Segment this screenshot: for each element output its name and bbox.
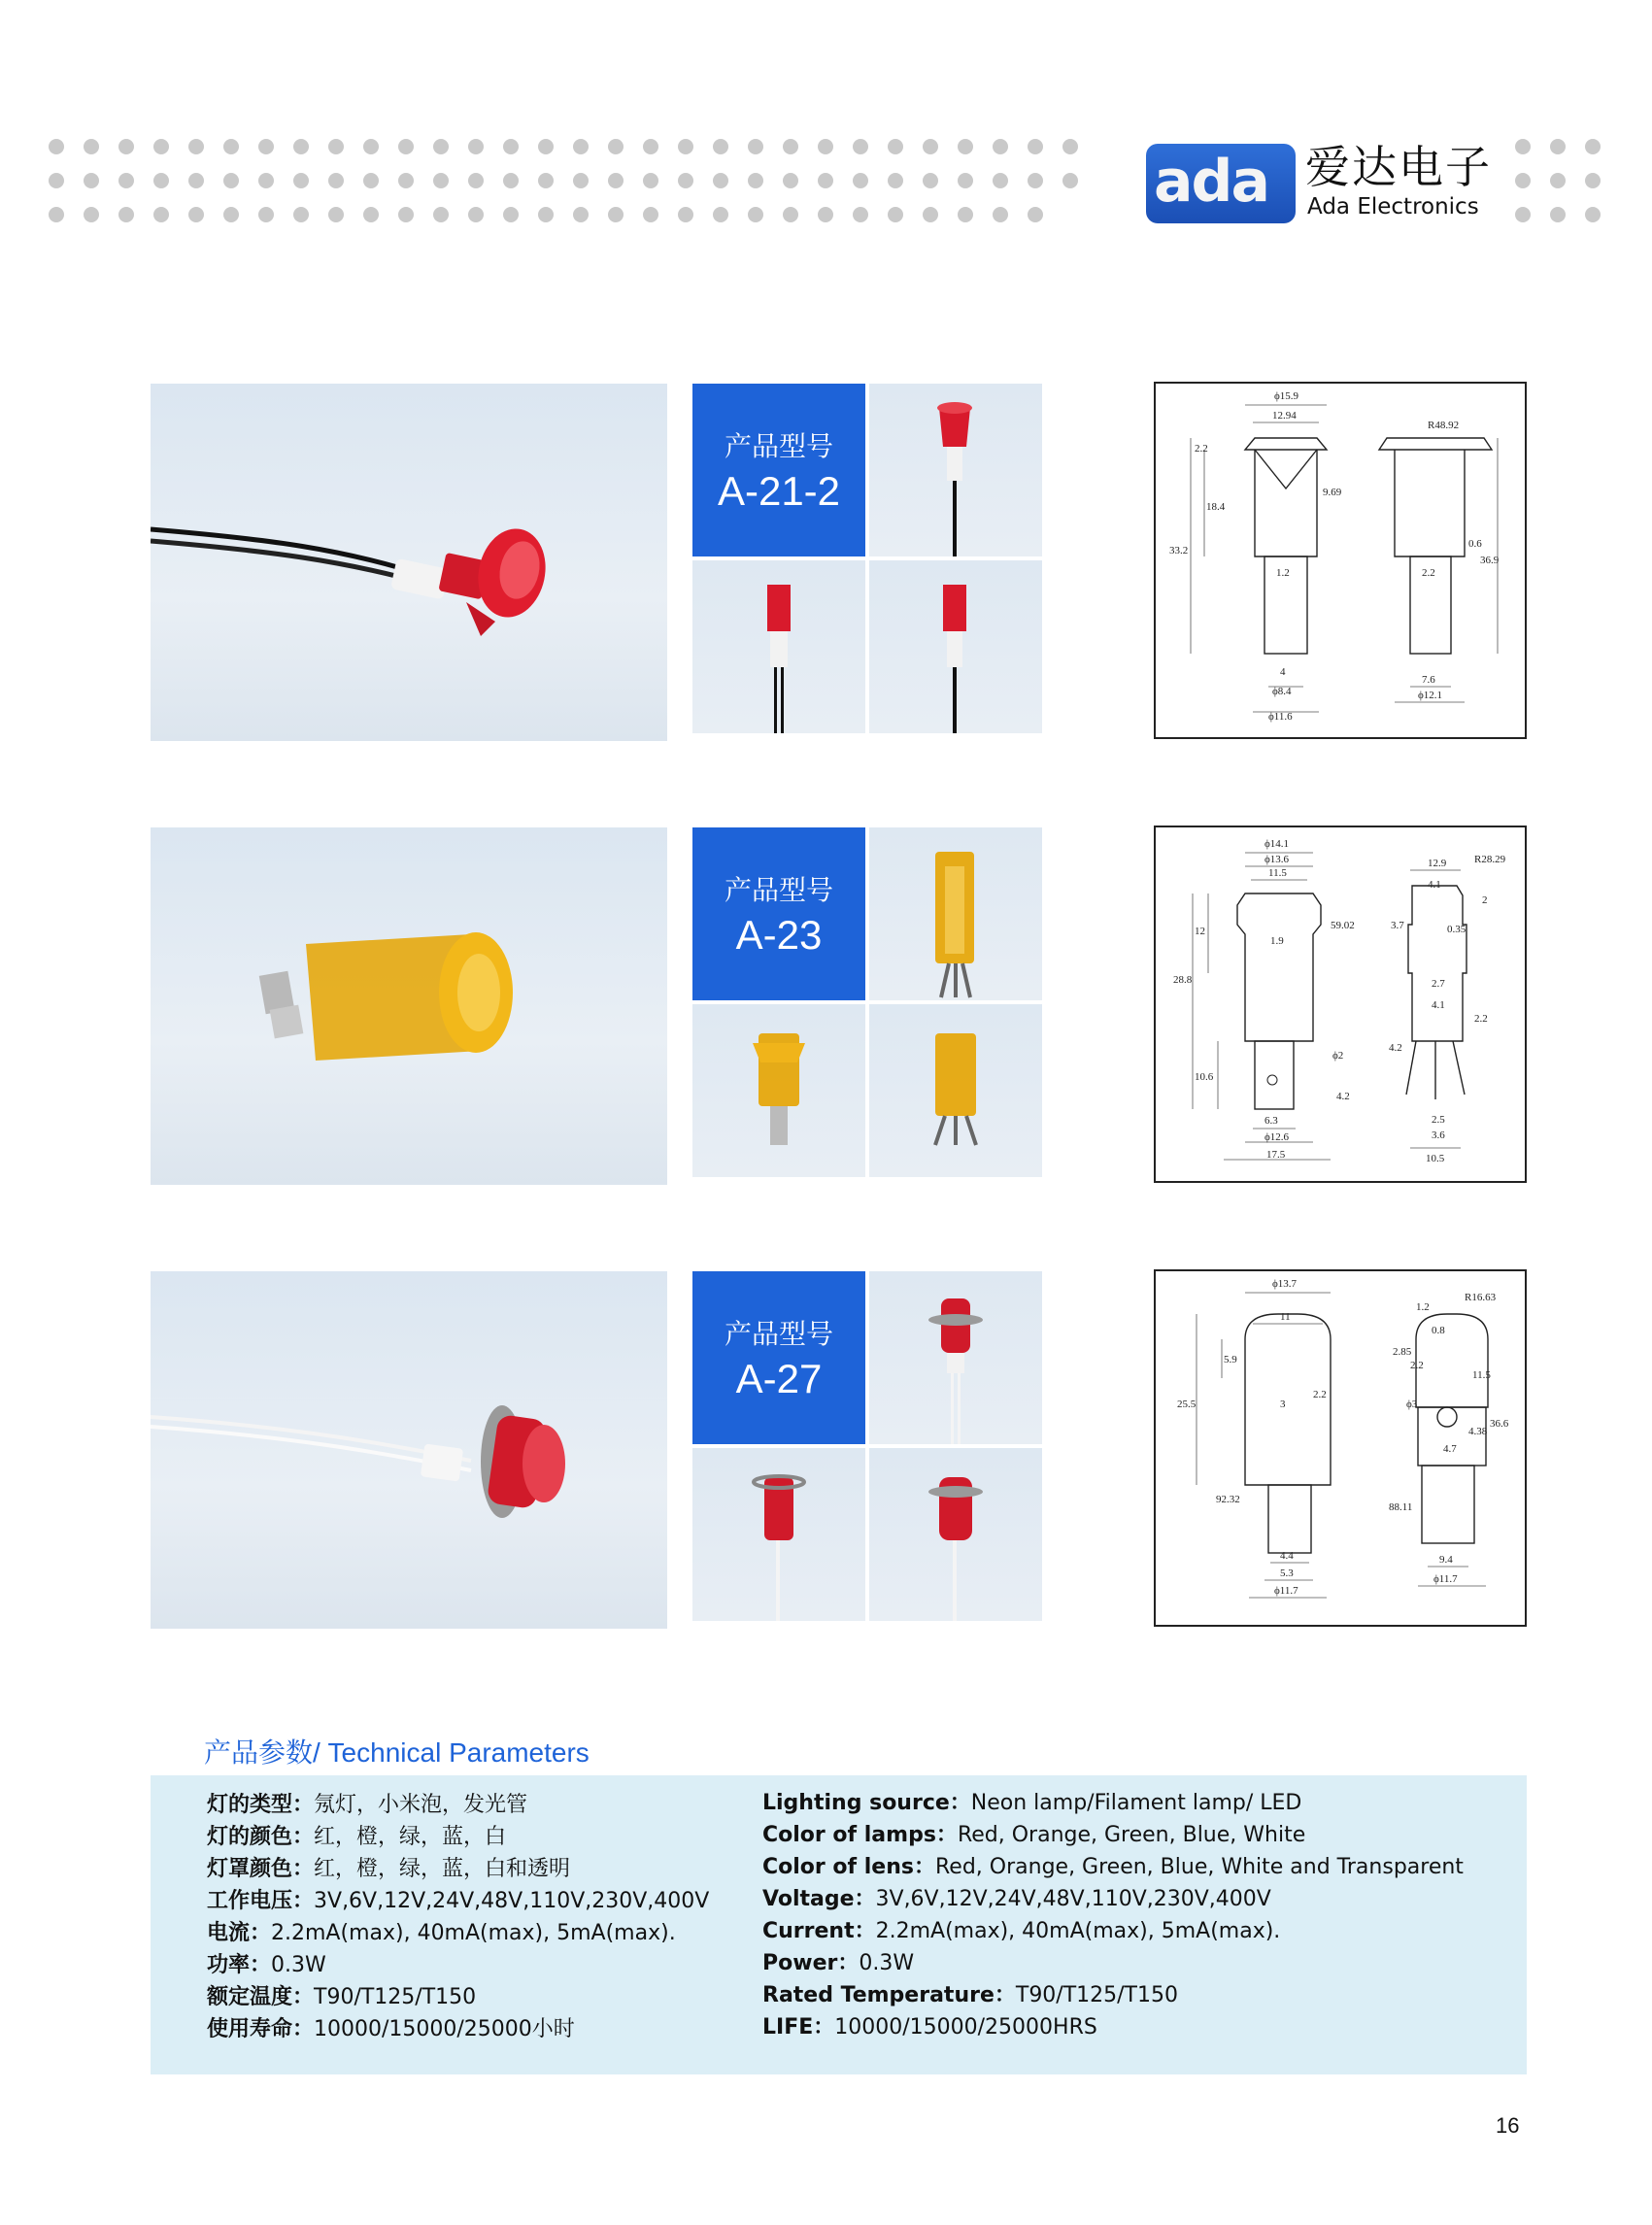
decorative-dot xyxy=(783,207,798,222)
decorative-dot xyxy=(678,139,693,154)
param-key: 电流： xyxy=(207,1921,272,1945)
param-key: 灯罩颜色： xyxy=(207,1857,315,1881)
decorative-dot xyxy=(853,139,868,154)
decorative-dot xyxy=(783,139,798,154)
product-tile-a23-side xyxy=(869,1004,1042,1177)
decorative-dot xyxy=(1585,139,1601,154)
decorative-dot xyxy=(538,173,554,188)
decorative-dot xyxy=(293,207,309,222)
dim-label: 3.7 xyxy=(1391,920,1404,931)
dim-label: 2 xyxy=(1482,894,1488,906)
decorative-dot xyxy=(993,207,1008,222)
dim-label: 2.7 xyxy=(1432,978,1445,990)
product-tile-a27-top xyxy=(869,1271,1042,1444)
param-value: 氖灯，小米泡，发光管 xyxy=(314,1793,528,1817)
decorative-dot xyxy=(223,173,239,188)
decorative-dot xyxy=(1062,173,1078,188)
decorative-dot xyxy=(643,139,658,154)
decorative-dot xyxy=(118,173,134,188)
decorative-dot xyxy=(608,207,624,222)
decorative-dot xyxy=(923,139,938,154)
param-row-en xyxy=(762,1885,1271,1914)
decorative-dot xyxy=(678,207,693,222)
decorative-dot xyxy=(363,139,379,154)
decorative-dot xyxy=(1028,207,1043,222)
param-row-cn xyxy=(207,1855,570,1884)
product-tile-a21-2-top xyxy=(869,384,1042,556)
decorative-dot xyxy=(258,207,274,222)
param-value: 2.2mA(max), 40mA(max), 5mA(max). xyxy=(271,1921,676,1945)
decorative-dot xyxy=(49,173,64,188)
product-tile-a23-top xyxy=(869,827,1042,1000)
param-value: T90/T125/T150 xyxy=(1015,1983,1178,2007)
model-label-a21-2 xyxy=(692,384,865,556)
model-label-cn: 产品型号 xyxy=(724,1318,833,1350)
params-title: 产品参数/ Technical Parameters xyxy=(204,1737,590,1768)
param-row-en xyxy=(762,1917,1280,1946)
decorative-dot xyxy=(84,139,99,154)
param-row-en xyxy=(762,1821,1305,1850)
param-key: Color of lens： xyxy=(762,1855,935,1879)
param-value: 3V,6V,12V,24V,48V,110V,230V,400V xyxy=(875,1887,1271,1911)
page-number: 16 xyxy=(1496,2113,1520,2138)
dim-label: ϕ12.1 xyxy=(1418,690,1443,701)
param-key: Lighting source： xyxy=(762,1791,971,1815)
param-key: 灯的颜色： xyxy=(207,1825,315,1849)
decorative-dot xyxy=(1585,173,1601,188)
param-row-en xyxy=(762,1853,1464,1882)
dim-label: 5.9 xyxy=(1224,1354,1237,1365)
param-value: 10000/15000/25000小时 xyxy=(314,2017,575,2041)
decorative-dot xyxy=(678,173,693,188)
decorative-dot xyxy=(748,173,763,188)
dim-label: 9.4 xyxy=(1439,1554,1453,1566)
dim-label: 88.11 xyxy=(1389,1501,1413,1513)
dim-label: 0.6 xyxy=(1468,538,1482,550)
dim-label: 4.2 xyxy=(1389,1042,1402,1054)
decorative-dot xyxy=(888,173,903,188)
dim-label: 1.9 xyxy=(1270,935,1284,947)
dim-label: 1.2 xyxy=(1416,1301,1430,1313)
model-label-a27 xyxy=(692,1271,865,1444)
decorative-dot xyxy=(573,173,589,188)
dim-label: 11.5 xyxy=(1472,1369,1491,1381)
dim-label: 18.4 xyxy=(1206,501,1226,513)
decorative-dot xyxy=(993,173,1008,188)
decorative-dot xyxy=(958,139,973,154)
param-key: Voltage： xyxy=(762,1887,876,1911)
dim-label: 17.5 xyxy=(1266,1149,1286,1161)
decorative-dot xyxy=(713,139,728,154)
logo-text: ada xyxy=(1154,148,1268,216)
decorative-dot xyxy=(153,139,169,154)
decorative-dot xyxy=(328,139,344,154)
dim-label: 4.1 xyxy=(1428,879,1441,891)
dim-label: ϕ11.7 xyxy=(1274,1585,1298,1597)
model-label-cn: 产品型号 xyxy=(724,874,833,906)
dim-label: 2.85 xyxy=(1393,1346,1412,1358)
decorative-dot xyxy=(503,139,519,154)
dim-label: 7.6 xyxy=(1422,674,1435,686)
param-key: Current： xyxy=(762,1919,876,1943)
param-key: 功率： xyxy=(207,1953,272,1977)
product-tile-a21-2-side xyxy=(869,560,1042,733)
dim-label: 10.6 xyxy=(1195,1071,1214,1083)
decorative-dot xyxy=(1550,139,1566,154)
decorative-dot xyxy=(258,139,274,154)
decorative-dot xyxy=(49,207,64,222)
param-row-cn xyxy=(207,1951,326,1980)
param-row-en xyxy=(762,1949,914,1978)
decorative-dot xyxy=(433,139,449,154)
model-label-cn: 产品型号 xyxy=(724,430,833,462)
param-row-en xyxy=(762,2013,1097,2042)
dim-label: 59.02 xyxy=(1331,920,1355,931)
decorative-dot xyxy=(398,207,414,222)
decorative-dot xyxy=(398,139,414,154)
product-photo-a27 xyxy=(151,1271,667,1629)
dim-label: 1.2 xyxy=(1276,567,1290,579)
dim-label: 4 xyxy=(1280,666,1286,678)
param-key: 额定温度： xyxy=(207,1985,315,2009)
decorative-dot xyxy=(1585,207,1601,222)
decorative-dot xyxy=(643,207,658,222)
param-value: 2.2mA(max), 40mA(max), 5mA(max). xyxy=(875,1919,1281,1943)
dim-label: ϕ2 xyxy=(1332,1050,1344,1062)
param-value: 0.3W xyxy=(859,1951,915,1975)
decorative-dot xyxy=(118,207,134,222)
dim-label: 36.6 xyxy=(1490,1418,1509,1430)
dim-label: 28.8 xyxy=(1173,974,1193,986)
dim-label: 33.2 xyxy=(1169,545,1189,556)
dim-label: 92.32 xyxy=(1216,1494,1240,1505)
dim-label: R48.92 xyxy=(1428,420,1460,431)
param-key: 灯的类型： xyxy=(207,1793,315,1817)
decorative-dot xyxy=(573,207,589,222)
param-value: 3V,6V,12V,24V,48V,110V,230V,400V xyxy=(314,1889,710,1913)
decorative-dot xyxy=(573,139,589,154)
param-key: Rated Temperature： xyxy=(762,1983,1016,2007)
param-key: 工作电压： xyxy=(207,1889,315,1913)
decorative-dot xyxy=(888,207,903,222)
param-row-cn xyxy=(207,1823,506,1852)
decorative-dot xyxy=(608,139,624,154)
dim-label: 10.5 xyxy=(1426,1153,1445,1164)
param-value: Red, Orange, Green, Blue, White xyxy=(957,1823,1306,1847)
param-value: Neon lamp/Filament lamp/ LED xyxy=(970,1791,1302,1815)
decorative-dot xyxy=(188,173,204,188)
decorative-dot xyxy=(363,207,379,222)
decorative-dot xyxy=(223,207,239,222)
decorative-dot xyxy=(643,173,658,188)
param-key: Power： xyxy=(762,1951,860,1975)
param-value: 10000/15000/25000HRS xyxy=(834,2015,1097,2040)
param-row-cn xyxy=(207,1983,476,2012)
decorative-dot xyxy=(853,207,868,222)
decorative-dot xyxy=(398,173,414,188)
decorative-dot xyxy=(188,139,204,154)
dim-label: 11.5 xyxy=(1268,867,1287,879)
dim-label: R16.63 xyxy=(1465,1292,1497,1303)
decorative-dot xyxy=(538,139,554,154)
decorative-dot xyxy=(958,173,973,188)
param-row-cn xyxy=(207,1791,527,1820)
model-label-a23 xyxy=(692,827,865,1000)
param-key: LIFE： xyxy=(762,2015,835,2040)
decorative-dot xyxy=(433,207,449,222)
decorative-dot xyxy=(1028,139,1043,154)
param-value: 0.3W xyxy=(271,1953,326,1977)
decorative-dot xyxy=(748,207,763,222)
dim-label: 9.69 xyxy=(1323,487,1342,498)
params-panel xyxy=(151,1775,1527,2074)
product-tile-a27-front xyxy=(692,1448,865,1621)
dim-label: 3 xyxy=(1280,1399,1286,1410)
decorative-dot xyxy=(468,173,484,188)
company-name-en: Ada Electronics xyxy=(1307,194,1479,219)
dim-label: 3.6 xyxy=(1432,1129,1445,1141)
param-row-cn xyxy=(207,1887,709,1916)
decorative-dot xyxy=(1550,173,1566,188)
param-row-en xyxy=(762,1981,1178,2010)
decorative-dot xyxy=(49,139,64,154)
decorative-dot xyxy=(84,207,99,222)
decorative-dot xyxy=(713,173,728,188)
param-value: Red, Orange, Green, Blue, White and Transparent xyxy=(935,1855,1464,1879)
model-number: A-23 xyxy=(735,912,823,958)
dim-label: 12.9 xyxy=(1428,858,1447,869)
dim-label: 2.2 xyxy=(1313,1389,1327,1400)
decorative-dot xyxy=(258,173,274,188)
param-key: 使用寿命： xyxy=(207,2017,315,2041)
decorative-dot xyxy=(888,139,903,154)
decorative-dot xyxy=(538,207,554,222)
product-tile-a23-front xyxy=(692,1004,865,1177)
decorative-dot xyxy=(503,173,519,188)
dim-label: 12.94 xyxy=(1272,410,1297,421)
decorative-dot xyxy=(503,207,519,222)
dim-label: 2.2 xyxy=(1195,443,1208,455)
decorative-dot xyxy=(923,173,938,188)
dim-label: ϕ11.6 xyxy=(1268,711,1293,723)
decorative-dot xyxy=(468,207,484,222)
decorative-dot xyxy=(363,173,379,188)
decorative-dot xyxy=(993,139,1008,154)
decorative-dot xyxy=(1028,173,1043,188)
decorative-dot xyxy=(958,207,973,222)
dim-label: 6.3 xyxy=(1264,1115,1278,1127)
dim-label: 11 xyxy=(1280,1311,1291,1323)
dim-label: ϕ13.7 xyxy=(1272,1278,1298,1290)
technical-drawing-a23 xyxy=(1154,826,1527,1183)
dim-label: 36.9 xyxy=(1480,555,1500,566)
technical-drawing-a21-2 xyxy=(1154,382,1527,739)
model-number: A-27 xyxy=(735,1356,823,1401)
param-row-en xyxy=(762,1789,1301,1818)
decorative-dot xyxy=(1550,207,1566,222)
dim-label: 0.8 xyxy=(1432,1325,1445,1336)
logo-badge xyxy=(1146,144,1296,223)
technical-drawing-a27 xyxy=(1154,1269,1527,1627)
dim-label: 4.2 xyxy=(1336,1091,1350,1102)
decorative-dot xyxy=(1062,139,1078,154)
dim-label: 12 xyxy=(1195,926,1205,937)
dim-label: 2.2 xyxy=(1422,567,1435,579)
model-number: A-21-2 xyxy=(717,468,841,514)
decorative-dot xyxy=(328,207,344,222)
dim-label: ϕ15.9 xyxy=(1274,390,1299,402)
dim-label: 4.4 xyxy=(1280,1550,1294,1562)
decorative-dot xyxy=(188,207,204,222)
decorative-dot xyxy=(853,173,868,188)
dim-label: ϕ3 xyxy=(1406,1399,1418,1410)
param-row-cn xyxy=(207,2015,575,2044)
decorative-dot xyxy=(783,173,798,188)
dim-label: 4.38 xyxy=(1468,1426,1488,1437)
decorative-dot xyxy=(153,207,169,222)
dim-label: ϕ8.4 xyxy=(1272,686,1292,697)
decorative-dot xyxy=(153,173,169,188)
dim-label: 4.7 xyxy=(1443,1443,1457,1455)
decorative-dot xyxy=(923,207,938,222)
dim-label: ϕ14.1 xyxy=(1264,838,1290,850)
decorative-dot xyxy=(468,139,484,154)
company-name-cn: 爱达电子 xyxy=(1305,141,1492,193)
param-key: Color of lamps： xyxy=(762,1823,958,1847)
dim-label: 4.1 xyxy=(1432,999,1445,1011)
decorative-dot xyxy=(608,173,624,188)
param-value: 红，橙，绿，蓝，白 xyxy=(314,1825,507,1849)
decorative-dot xyxy=(818,139,833,154)
decorative-dot xyxy=(293,173,309,188)
decorative-dot xyxy=(748,139,763,154)
dim-label: ϕ12.6 xyxy=(1264,1131,1290,1143)
dim-label: ϕ13.6 xyxy=(1264,854,1290,865)
decorative-dot xyxy=(818,207,833,222)
param-value: T90/T125/T150 xyxy=(314,1985,477,2009)
decorative-dot xyxy=(328,173,344,188)
dim-label: 2.2 xyxy=(1474,1013,1488,1025)
decorative-dot xyxy=(223,139,239,154)
decorative-dot xyxy=(818,173,833,188)
dim-label: 25.5 xyxy=(1177,1399,1197,1410)
dim-label: 2.5 xyxy=(1432,1114,1445,1126)
company-logo xyxy=(1146,141,1525,223)
product-tile-a21-2-front xyxy=(692,560,865,733)
decorative-dot xyxy=(293,139,309,154)
dim-label: 0.35 xyxy=(1447,924,1467,935)
decorative-dot xyxy=(433,173,449,188)
decorative-dot xyxy=(118,139,134,154)
product-tile-a27-side xyxy=(869,1448,1042,1621)
decorative-dot xyxy=(84,173,99,188)
dim-label: 5.3 xyxy=(1280,1568,1294,1579)
dim-label: 2.2 xyxy=(1410,1360,1424,1371)
param-value: 红，橙，绿，蓝，白和透明 xyxy=(314,1857,571,1881)
dim-label: ϕ11.7 xyxy=(1433,1573,1458,1585)
dim-label: R28.29 xyxy=(1474,854,1506,865)
decorative-dot xyxy=(713,207,728,222)
product-photo-a23 xyxy=(151,827,667,1185)
param-row-cn xyxy=(207,1919,676,1948)
product-photo-a21-2 xyxy=(151,384,667,741)
